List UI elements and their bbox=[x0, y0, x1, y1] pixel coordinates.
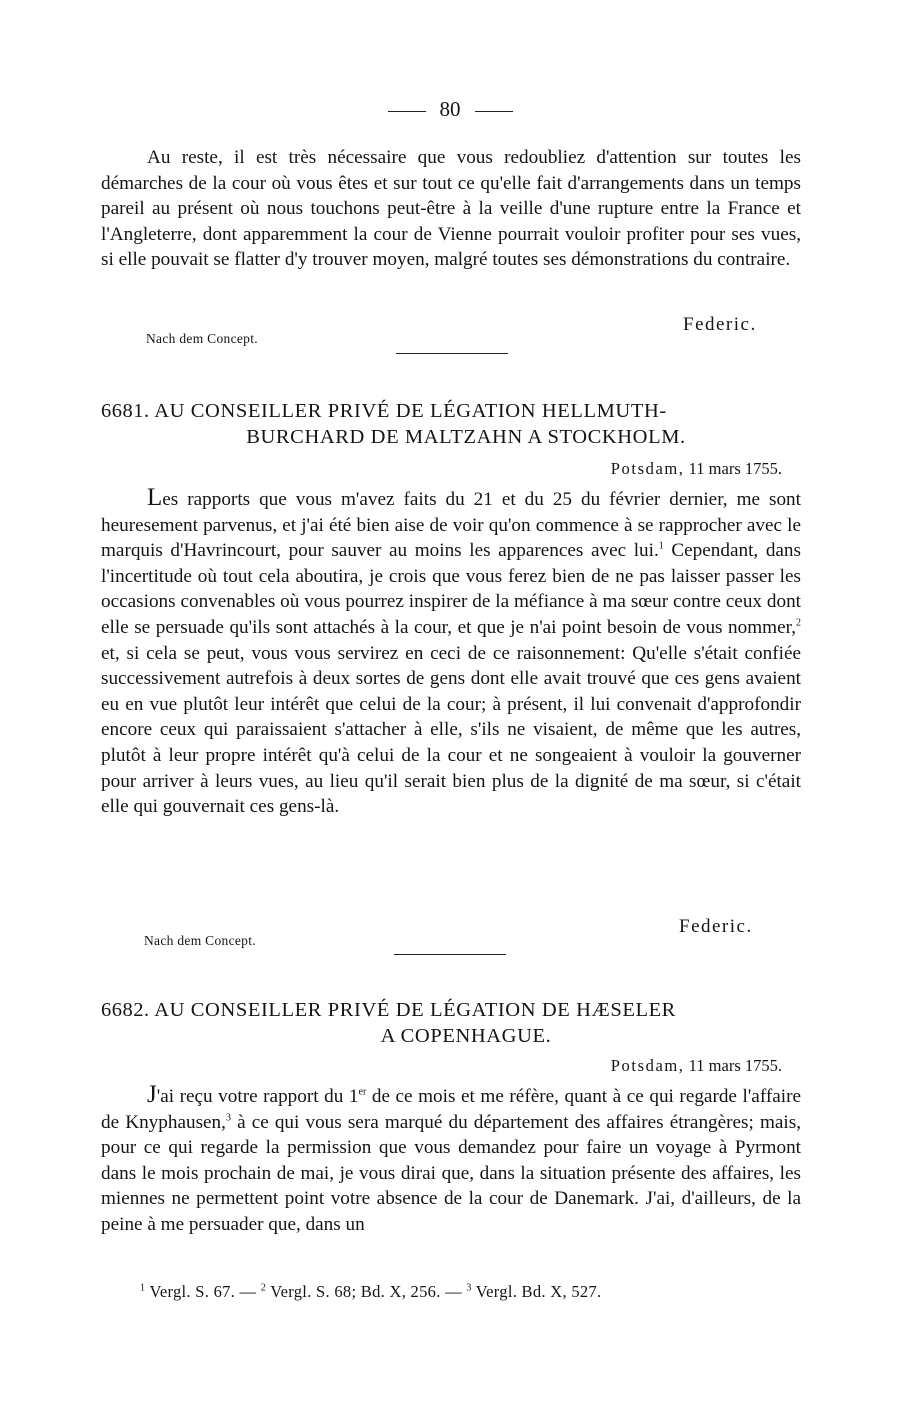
drop-cap: L bbox=[147, 484, 163, 511]
superscript-er: er bbox=[358, 1086, 367, 1098]
letter-6681-dateline bbox=[611, 459, 782, 479]
footnote-mark: 3 bbox=[466, 1282, 472, 1294]
footnote-1 bbox=[140, 1282, 235, 1301]
dateline-date: 11 mars 1755. bbox=[688, 459, 782, 478]
body-text-a: es rapports que vous m'avez faits du 21 et du 25 du février dernier, me sont heuresement parvenus, et j'ai été bien aise de voir qu'on commence à se rapprocher avec le marquis d'Havrincourt, pour sauver au moins les apparences avec lui. bbox=[101, 489, 801, 562]
heading-line-1: AU CONSEILLER PRIVÉ DE LÉGATION HELLMUTH- bbox=[154, 400, 667, 422]
letter-6682-body bbox=[101, 1082, 801, 1238]
section-separator bbox=[396, 353, 508, 354]
footnote-2 bbox=[261, 1282, 441, 1301]
letter-6681-body bbox=[101, 485, 801, 820]
body-text-b: de ce mois et me réfère, quant à ce qui regarde l'affaire de Knyphausen, bbox=[101, 1086, 802, 1133]
letter-6681-heading bbox=[101, 398, 801, 450]
footnote-ref-1: 1 bbox=[658, 540, 664, 552]
footnote-text: Vergl. Bd. X, 527. bbox=[475, 1282, 602, 1301]
letter-6681-paragraph bbox=[101, 485, 801, 820]
page-number: 80 bbox=[439, 97, 461, 121]
page-number-rule-right bbox=[475, 111, 513, 112]
body-text-b: Cependant, dans l'incertitude où tout cela aboutira, je crois que vous ferez bien de ne pas laisser passer les occasions convenables où vous pourrez inspirer de la méfiance à ma sœur contre ceux dont elle se persuade qu'ils sont attachés à la cour, et que je n'ai point besoin de vous nommer, bbox=[101, 540, 801, 638]
footnote-mark: 1 bbox=[140, 1282, 146, 1294]
letter-6682-heading bbox=[101, 997, 801, 1049]
footnotes bbox=[140, 1282, 601, 1302]
footnote-ref-3: 3 bbox=[225, 1112, 231, 1124]
continuation-paragraph: Au reste, il est très nécessaire que vous redoubliez d'attention sur toutes les démarches de la cour où vous êtes et sur tout ce qu'elle fait d'arrangements dans un temps pareil au présent où nous touchons peut-être à la veille d'une rupture entre la France et l'Angleterre, dont apparemment la cour de Vienne pourrait vouloir profiter pour ses vues, si elle pouvait se flatter d'y trouver moyen, malgré toutes ses démonstrations du contraire. bbox=[101, 147, 801, 271]
dateline-place: Potsdam, bbox=[610, 1056, 685, 1075]
page-number-rule-left bbox=[388, 111, 426, 112]
drop-cap: J bbox=[147, 1081, 157, 1108]
body-text-c: et, si cela se peut, vous vous servirez en ceci de ce raisonnement: Qu'elle s'était confiée successivement autrefois à deux sortes de gens dont elle avait trouvé que ces gens avaient eu en vue plutôt leur intérêt que celui de la cour; à présent, il lui convenait d'approfondir encore ceux qui paraissaient s'attacher à elle, s'ils ne visaient, de même que les autres, plutôt à leur propre intérêt qu'à celui de la cour et ne songeaient à vouloir la gouverner pour arriver à leurs vues, au lieu qu'il serait bien plus de la dignité de ma sœur, si c'était elle qui gouvernait ces gens-là. bbox=[101, 642, 801, 818]
heading-line-2: BURCHARD DE MALTZAHN A STOCKHOLM. bbox=[246, 426, 686, 448]
footnote-mark: 2 bbox=[260, 1282, 267, 1294]
heading-line-2: A COPENHAGUE. bbox=[380, 1025, 552, 1047]
footnote-separator: — bbox=[239, 1282, 257, 1301]
body-text-c: à ce qui vous sera marqué du département des affaires étrangères; mais, pour ce qui regarde la permission que vous demandez pour faire un voyage à Pyrmont dans le mois prochain de mai, je vous dirai que, dans la situation présente des affaires, les miennes ne permettent point votre absence de la cour de Danemark. J'ai, d'ailleurs, de la peine à me persuader que, dans un bbox=[101, 1111, 802, 1235]
footnote-3 bbox=[466, 1282, 601, 1301]
section-separator bbox=[394, 954, 506, 955]
continuation-source-note: Nach dem Concept. bbox=[146, 331, 258, 346]
letter-number: 6682. bbox=[101, 999, 150, 1021]
page-number-line bbox=[0, 95, 900, 123]
letter-6682-dateline bbox=[611, 1056, 782, 1076]
letter-number: 6681. bbox=[101, 400, 150, 422]
footnote-text: Vergl. S. 68; Bd. X, 256. bbox=[270, 1282, 441, 1301]
footnote-separator: — bbox=[445, 1282, 462, 1301]
footnote-text: Vergl. S. 67. bbox=[149, 1282, 236, 1301]
letter-6681-signature: Federic. bbox=[679, 916, 753, 937]
body-text-a: 'ai reçu votre rapport du 1 bbox=[156, 1086, 359, 1107]
continuation-signature: Federic. bbox=[683, 314, 757, 335]
dateline-place: Potsdam, bbox=[610, 459, 685, 478]
continuation-text-block bbox=[101, 145, 801, 273]
heading-line-1: AU CONSEILLER PRIVÉ DE LÉGATION DE HÆSELER bbox=[154, 999, 676, 1021]
dateline-date: 11 mars 1755. bbox=[688, 1056, 782, 1075]
letter-6681-source-note: Nach dem Concept. bbox=[144, 933, 256, 948]
letter-6682-paragraph bbox=[101, 1082, 801, 1238]
footnote-ref-2: 2 bbox=[796, 617, 801, 629]
